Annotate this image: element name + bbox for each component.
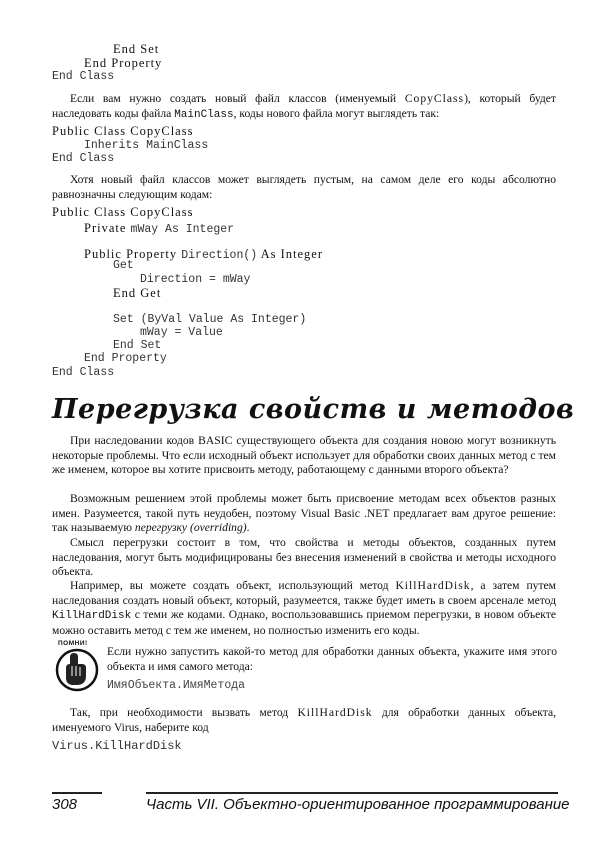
code-line: Get xyxy=(113,259,134,272)
code-line: End Class xyxy=(52,152,115,165)
code-line: Virus.KillHardDisk xyxy=(52,739,182,753)
footer-rule-right xyxy=(146,792,558,794)
code-line: End Set xyxy=(113,42,160,56)
code-line: Set (ByVal Value As Integer) xyxy=(113,313,307,326)
paragraph: Возможным решением этой проблемы может быть присвоение методам всех объектов разных имен. Разумеется, такой путь неудобен, поэтому Visual Basic .NET предлагает вам другое решение: так называемую перегрузку (overriding). xyxy=(52,492,556,535)
footer-title: Часть VII. Объектно-ориентированное программирование xyxy=(146,796,570,813)
page-number: 308 xyxy=(52,796,78,813)
code-line: Private mWay As Integer xyxy=(84,221,235,236)
code-line: Public Property Direction() As Integer xyxy=(84,247,324,262)
code-line: mWay = Value xyxy=(140,326,223,339)
code-line: End Class xyxy=(52,366,115,379)
paragraph: Смысл перегрузки состоит в том, что свойства и методы объектов, созданных путем наследования, могут быть модифицированы без внесения изменений в свойства и методы исходного объекта. xyxy=(52,536,556,579)
tip-text: Если нужно запустить какой-то метод для обработки данных объекта, укажите имя этого объекта и имя самого метода: xyxy=(107,645,557,673)
code-line: End Set xyxy=(113,339,162,352)
tip-code: ИмяОбъекта.ИмяМетода xyxy=(107,679,246,692)
code-line: End Class xyxy=(52,70,115,83)
section-heading: Перегрузка свойств и методов xyxy=(52,394,575,425)
remember-label: ПОМНИ! xyxy=(58,640,88,647)
paragraph: Так, при необходимости вызвать метод KillHardDisk для обработки данных объекта, именуемого Virus, наберите код xyxy=(52,706,557,734)
code-line: Inherits MainClass xyxy=(84,139,209,152)
paragraph: Хотя новый файл классов может выглядеть пустым, на самом деле его коды абсолютно равнозначны следующим кодам: xyxy=(52,173,556,201)
code-line: End Property xyxy=(84,56,163,70)
code-line: End Property xyxy=(84,352,167,365)
paragraph: Например, вы можете создать объект, использующий метод KillHardDisk, а затем путем наследования создать новый объект, который, разумеется, также будет иметь в своем арсенале метод KillHardDisk с теми же кодами. Однако, воспользовавшись приемом перегрузки, в новом объекте можно оставить метод с тем же именем, но полностью изменить его коды. xyxy=(52,579,556,637)
code-line: End Get xyxy=(113,286,162,300)
paragraph: При наследовании кодов BASIC существующего объекта для создания новою могут возникнуть некоторые проблемы. Что если исходный объект использует для обработки своих данных метод с тем же именем, которое вы хотите присвоить методу, работающему с данными второго объекта? xyxy=(52,434,556,477)
code-line: Public Class CopyClass xyxy=(52,124,194,138)
code-line: Public Class CopyClass xyxy=(52,205,194,219)
paragraph: Если вам нужно создать новый файл классов (именуемый CopyClass), который будет наследовать коды файла MainClass, коды нового файла могут выглядеть так: xyxy=(52,92,556,121)
footer-rule-left xyxy=(52,792,102,794)
remember-hand-icon xyxy=(52,642,102,694)
code-line: Direction = mWay xyxy=(140,273,251,286)
